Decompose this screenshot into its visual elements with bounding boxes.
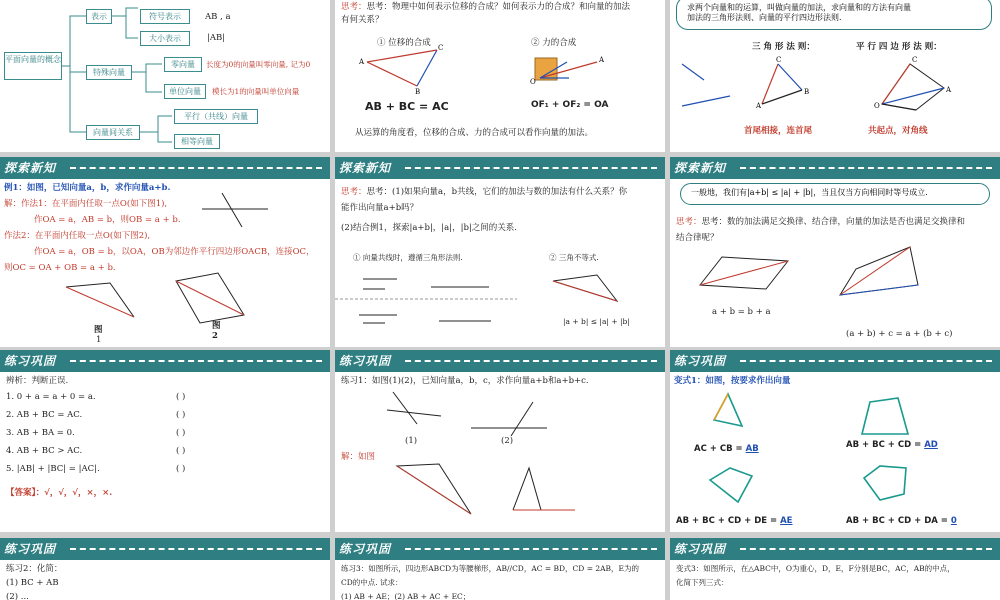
parallelogram-rule-heading: 平 行 四 边 形 法 则： bbox=[856, 42, 942, 52]
answer-paren-1: ( ) bbox=[176, 392, 186, 402]
practice-banner: 练习巩固 bbox=[335, 538, 665, 560]
think-question-1: 思考：思考：(1)如果向量a，b共线，它们的加法与数的加法有什么关系？你 bbox=[341, 187, 628, 197]
variant-title: 变式1：如图，按要求作出向量 bbox=[674, 376, 791, 386]
variant-expr-2: AB + BC + CD = AD bbox=[846, 440, 938, 450]
formula-displacement: AB + BC = AC bbox=[365, 100, 449, 113]
symbol-node[interactable]: 符号表示 bbox=[140, 9, 190, 24]
length-node[interactable]: 大小表示 bbox=[140, 31, 190, 46]
think-question-line2: 结合律呢？ bbox=[676, 233, 719, 243]
representation-node[interactable]: 表示 bbox=[86, 9, 112, 24]
slide-2-physics-composition[interactable] bbox=[335, 0, 665, 152]
commutative-law: a + b = b + a bbox=[712, 307, 771, 317]
judge-item-1: 1. 0 + a = a + 0 = a. bbox=[6, 392, 96, 402]
answer-key: 【答案】：√，√，√，×，×. bbox=[6, 488, 113, 498]
variant-3-line-1: 变式3：如图所示，在△ABC中，O为重心，D，E，F分别是BC，AC，AB的中点， bbox=[676, 564, 955, 573]
triangle-inequality-caption: ② 三角不等式. bbox=[549, 253, 599, 262]
practice-1-statement: 练习1：如图(1)(2)，已知向量a，b，c，求作向量a+b和a+b+c. bbox=[341, 376, 589, 386]
think-question-2: (2)结合例1，探索|a+b|，|a|，|b|之间的关系. bbox=[341, 223, 517, 233]
figure-2-caption: (2) bbox=[501, 436, 514, 446]
slide-10-practice-2[interactable] bbox=[0, 538, 330, 600]
variant-3-line-2: 化简下列三式： bbox=[676, 578, 729, 587]
svg-text:A: A bbox=[359, 58, 365, 66]
slide-12-variant-3[interactable] bbox=[670, 538, 1000, 600]
svg-text:B: B bbox=[415, 88, 421, 96]
solution-line-2: 作OA = a，AB = b，则OB = a + b. bbox=[34, 215, 181, 225]
practice-banner: 练习巩固 bbox=[670, 538, 1000, 560]
caption-displacement: ① 位移的合成 bbox=[377, 38, 431, 48]
judge-item-5: 5. |AB| + |BC| = |AC|. bbox=[6, 464, 100, 474]
think-question: 思考：思考：物理中如何表示位移的合成？如何表示力的合成？和向量的加法 bbox=[341, 2, 631, 12]
answer-paren-3: ( ) bbox=[176, 428, 186, 438]
special-vector-node[interactable]: 特殊向量 bbox=[86, 65, 132, 80]
figure-2-number: 2 bbox=[212, 331, 218, 341]
unit-vector-node[interactable]: 单位向量 bbox=[164, 84, 206, 99]
slide-4-example-1[interactable] bbox=[0, 157, 330, 347]
explore-banner: 探索新知 bbox=[0, 157, 330, 179]
slide-1-concept-map[interactable] bbox=[0, 0, 330, 152]
laws-figures bbox=[670, 157, 1000, 347]
explore-banner: 探索新知 bbox=[670, 157, 1000, 179]
answer-paren-4: ( ) bbox=[176, 446, 186, 456]
svg-text:A: A bbox=[946, 86, 952, 94]
svg-text:O: O bbox=[874, 102, 880, 110]
unit-vector-desc: 模长为1的向量叫单位向量 bbox=[212, 87, 300, 96]
variant-1-figures bbox=[670, 350, 1000, 532]
formula-force: OF₁ + OF₂ = OA bbox=[531, 100, 609, 110]
variant-expr-4: AB + BC + CD + DA = 0 bbox=[846, 516, 957, 526]
svg-text:O: O bbox=[530, 78, 536, 86]
slide-6-addition-laws[interactable] bbox=[670, 157, 1000, 347]
slide-5-collinear-vectors[interactable] bbox=[335, 157, 665, 347]
svg-text:B: B bbox=[804, 88, 810, 96]
equal-vector-node[interactable]: 相等向量 bbox=[174, 134, 220, 149]
svg-text:C: C bbox=[776, 56, 782, 64]
slide-8-practice-1[interactable] bbox=[335, 350, 665, 532]
think-question-1b: 能作出向量a+b吗？ bbox=[341, 203, 419, 213]
parallel-vector-node[interactable]: 平行（共线）向量 bbox=[174, 109, 258, 124]
solution-line-4: 作OA = a，OB = b，以OA，OB为邻边作平行四边形OACB，连接OC， bbox=[34, 247, 315, 257]
practice-3-line-3: (1) AB + AE；(2) AB + AC + EC； bbox=[341, 592, 471, 600]
solution-line-3: 作法2：在平面内任取一点O(如下图2), bbox=[4, 231, 151, 241]
answer-paren-5: ( ) bbox=[176, 464, 186, 474]
practice-1-figures bbox=[335, 350, 665, 532]
triangle-inequality: |a + b| ≤ |a| + |b| bbox=[563, 317, 630, 326]
example-1-figures bbox=[0, 157, 330, 347]
slide-11-practice-3[interactable] bbox=[335, 538, 665, 600]
solution-label: 解：如图 bbox=[341, 452, 376, 462]
svg-text:C: C bbox=[912, 56, 918, 64]
slide-9-variant-1[interactable] bbox=[670, 350, 1000, 532]
variant-expr-1: AC + CB = AB bbox=[694, 444, 759, 454]
zero-vector-desc: 长度为0的向量叫零向量, 记为0 bbox=[206, 60, 311, 69]
figure-1-label: 图 bbox=[94, 325, 103, 335]
think-question-line2: 有何关系？ bbox=[341, 15, 384, 25]
length-value: |AB| bbox=[207, 33, 226, 43]
solution-line-1: 解：作法1：在平面内任取一点O(如下图1), bbox=[4, 199, 168, 209]
slide-3-addition-rules[interactable] bbox=[670, 0, 1000, 152]
practice-banner: 练习巩固 bbox=[0, 350, 330, 372]
triangle-rule-heading: 三 角 形 法 则： bbox=[752, 42, 815, 52]
variant-expr-3: AB + BC + CD + DE = AE bbox=[676, 516, 793, 526]
explore-banner: 探索新知 bbox=[335, 157, 665, 179]
addition-rule-figures bbox=[670, 0, 1000, 152]
figure-1-number: 1 bbox=[96, 335, 102, 345]
practice-3-line-1: 练习3：如图所示，四边形ABCD为等腰梯形，AB//CD，AC = BD，CD = 2AB，E为的 bbox=[341, 564, 640, 573]
svg-text:A: A bbox=[599, 56, 605, 64]
figure-2-label: 图 bbox=[212, 321, 221, 331]
practice-2-item-1: (1) BC + AB bbox=[6, 578, 59, 588]
think-question: 思考：思考：数的加法满足交换律、结合律，向量的加法是否也满足交换律和 bbox=[676, 217, 966, 227]
zero-vector-node[interactable]: 零向量 bbox=[164, 57, 202, 72]
symbol-value: AB , a bbox=[205, 12, 231, 22]
svg-text:C: C bbox=[438, 44, 444, 52]
general-inequality-box: 一般地，我们有|a+b| ≤ |a| + |b|，当且仅当方向相同时等号成立. bbox=[680, 183, 990, 205]
caption-force: ② 力的合成 bbox=[531, 38, 577, 48]
judge-intro: 辨析：判断正误. bbox=[6, 376, 69, 386]
parallelogram-rule-caption: 共起点，对角线 bbox=[868, 126, 928, 136]
collinear-caption: ① 向量共线时，遵循三角形法则. bbox=[353, 253, 463, 262]
judge-item-3: 3. AB + BA = 0. bbox=[6, 428, 75, 438]
judge-item-2: 2. AB + BC = AC. bbox=[6, 410, 83, 420]
svg-text:A: A bbox=[756, 102, 762, 110]
practice-2-title: 练习2：化简： bbox=[6, 564, 63, 574]
slide-7-true-false[interactable] bbox=[0, 350, 330, 532]
composition-note: 从运算的角度看，位移的合成、力的合成可以看作向量的加法。 bbox=[355, 128, 594, 138]
practice-3-line-2: CD的中点. 试求： bbox=[341, 578, 403, 587]
practice-banner: 练习巩固 bbox=[670, 350, 1000, 372]
associative-law: (a + b) + c = a + (b + c) bbox=[846, 329, 953, 339]
answer-paren-2: ( ) bbox=[176, 410, 186, 420]
figure-1-caption: (1) bbox=[405, 436, 418, 446]
example-statement: 例1：如图，已知向量a，b，求作向量a+b. bbox=[4, 183, 171, 193]
practice-banner: 练习巩固 bbox=[0, 538, 330, 560]
relation-node[interactable]: 向量间关系 bbox=[86, 125, 140, 140]
solution-line-5: 则OC = OA + OB = a + b. bbox=[4, 263, 116, 273]
practice-banner: 练习巩固 bbox=[335, 350, 665, 372]
practice-2-item-2: (2) ... bbox=[6, 592, 29, 600]
definition-box: 求两个向量和的运算，叫做向量的加法，求向量和的方法有向量 加法的三角形法则、向量的平行四边形法则. bbox=[676, 0, 992, 30]
judge-item-4: 4. AB + BC > AC. bbox=[6, 446, 83, 456]
root-node[interactable]: 平面向量的概念 bbox=[4, 52, 62, 80]
triangle-rule-caption: 首尾相接，连首尾 bbox=[744, 126, 813, 136]
